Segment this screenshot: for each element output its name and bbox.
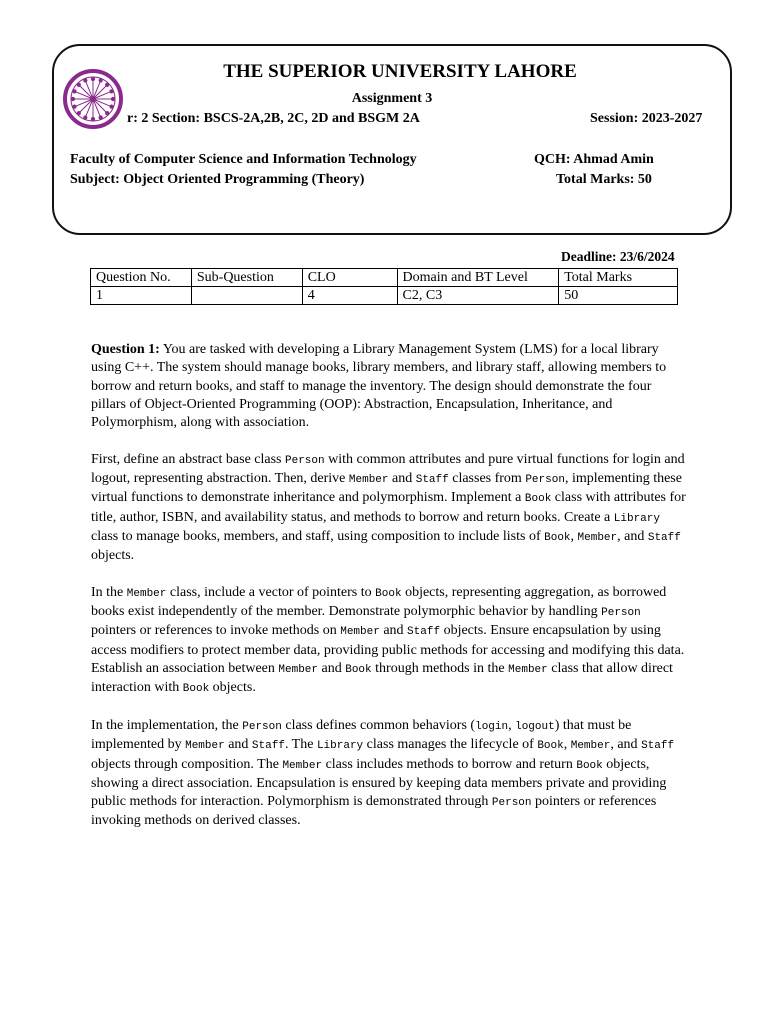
code-term: Staff (251, 740, 285, 753)
text-run: . The (284, 737, 317, 753)
code-term: Person (285, 454, 325, 467)
question-table (90, 268, 678, 305)
text-run: objects through composition. The (91, 756, 283, 772)
code-term: Book (524, 493, 552, 506)
university-title: THE SUPERIOR UNIVERSITY LAHORE (223, 61, 577, 82)
code-term: Library (316, 740, 364, 753)
code-term: Staff (407, 626, 441, 639)
code-term: Book (375, 587, 402, 600)
code-term: Member (282, 759, 323, 772)
text-run: class with attributes for title, author, ISBN, and availability status, and methods to borrow and return books. Create a (91, 490, 686, 525)
code-term: Member (508, 664, 548, 677)
text-run: objects, representing aggregation, as borrowed books exist independently of the member. Demonstrate polymorphic behavior by handling (91, 584, 667, 620)
table-header-cell: Total Marks (559, 269, 678, 287)
text-run: , (570, 528, 578, 544)
code-term: Member (348, 474, 389, 487)
table-header-cell: Sub-Question (191, 269, 302, 287)
text-run: pointers or references to invoke methods on (91, 623, 341, 639)
code-term: Member (278, 664, 319, 677)
text-run: objects. (209, 680, 256, 696)
code-term: Book (182, 683, 210, 696)
assignment-title: Assignment 3 (351, 91, 433, 106)
total-marks-label: Total Marks: 50 (556, 172, 652, 187)
text-run: classes from (448, 471, 526, 487)
table-cell: 1 (91, 287, 192, 305)
code-term: logout (515, 720, 555, 733)
subject-label: Subject: Object Oriented Programming (Theory) (70, 172, 365, 187)
code-term: Book (537, 740, 564, 753)
text-run: and (379, 623, 408, 639)
code-term: Person (242, 720, 282, 733)
text-run: objects. (91, 548, 135, 564)
qch-label: QCH: Ahmad Amin (534, 152, 654, 167)
text-run: class defines common behaviors ( (281, 717, 476, 733)
code-term: Person (525, 474, 565, 487)
question-intro-text: You are tasked with developing a Library Management System (LMS) for a local library using C++. The system should manage books, library members, and library staff, allowing members to borrow and return books, and staff to manage the inventory. The design should demonstrate the four pillars of Object-Oriented Programming (OOP): Abstraction, Encapsulation, Inheritance, and Polymorphism, along with association. (91, 342, 667, 431)
question-paragraph-4 (91, 717, 687, 831)
code-term: Member (185, 740, 225, 753)
text-run: pointers or references invoking methods on derived classes. (91, 794, 657, 829)
text-run: class includes methods to borrow and return (322, 756, 577, 772)
code-term: Book (345, 664, 372, 677)
text-run: with common attributes and pure virtual functions for login and logout, representing abstraction. Then, derive (91, 451, 685, 487)
text-run: , and (610, 737, 642, 753)
table-header-row (91, 269, 678, 287)
text-run: , implementing these virtual functions to demonstrate inheritance and polymorphism. Implement a (91, 471, 682, 506)
text-run: , (563, 737, 571, 753)
table-header-cell: CLO (302, 269, 397, 287)
code-term: Member (126, 587, 167, 600)
code-term: Book (544, 531, 571, 544)
table-cell: 4 (302, 287, 397, 305)
text-run: and (318, 661, 346, 677)
text-run: In the implementation, the (91, 717, 243, 733)
table-header-cell: Domain and BT Level (397, 269, 559, 287)
text-run: class that allow direct interaction with (91, 661, 673, 696)
code-term: Member (340, 626, 380, 639)
text-run: class manages the lifecycle of (363, 737, 538, 753)
code-term: Member (577, 531, 618, 544)
code-term: Staff (415, 474, 449, 487)
text-run: , (508, 717, 516, 733)
deadline-label: Deadline: 23/6/2024 (561, 249, 675, 264)
text-run: objects. Ensure encapsulation by using access modifiers to protect member data, providing public methods for accessing and modifying this data. Establish an association between (91, 623, 685, 677)
session-label: Session: 2023-2027 (590, 111, 703, 126)
text-run: and (224, 737, 252, 753)
code-term: login (475, 720, 509, 733)
text-run: and (388, 471, 416, 487)
code-term: Person (601, 607, 641, 620)
table-header-cell: Question No. (91, 269, 192, 287)
table-cell: 50 (559, 287, 678, 305)
text-run: class to manage books, members, and staff, using composition to include lists of (91, 528, 545, 544)
text-run: First, define an abstract base class (91, 451, 285, 467)
section-line: r: 2 Section: BSCS-2A,2B, 2C, 2D and BSGM 2A (127, 111, 420, 126)
code-term: Staff (647, 531, 681, 544)
text-run: ) that must be implemented by (91, 717, 632, 753)
question-paragraph-3 (91, 584, 687, 699)
table-cell: C2, C3 (397, 287, 559, 305)
code-term: Book (576, 759, 603, 772)
question-body (91, 341, 687, 849)
text-run: through methods in the (371, 661, 509, 677)
code-term: Library (613, 512, 660, 525)
code-term: Staff (641, 740, 675, 753)
code-term: Member (570, 740, 611, 753)
faculty-label: Faculty of Computer Science and Information Technology (70, 152, 417, 167)
question-label: Question 1: (91, 342, 160, 357)
text-run: objects, showing a direct association. Encapsulation is ensured by keeping data members private and providing public methods for interaction. Polymorphism is demonstrated through (91, 756, 667, 810)
question-paragraph-2 (91, 451, 687, 566)
text-run: In the (91, 584, 127, 600)
question-paragraph-1 (91, 341, 687, 432)
text-run: , and (617, 528, 648, 544)
table-row (91, 287, 678, 305)
code-term: Person (491, 797, 532, 810)
table-cell (191, 287, 302, 305)
text-run: class, include a vector of pointers to (166, 584, 376, 600)
